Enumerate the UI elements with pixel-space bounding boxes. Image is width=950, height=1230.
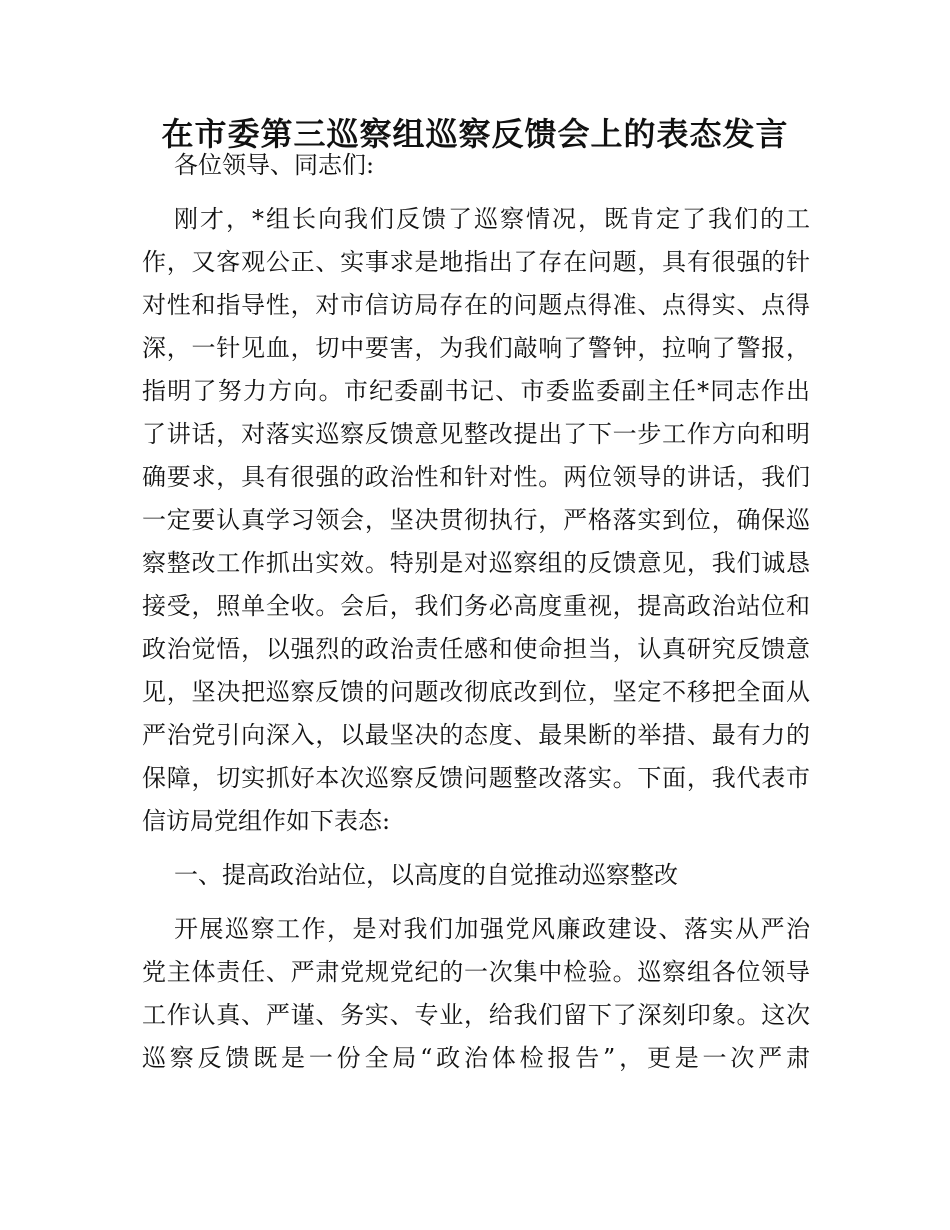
paragraph-line: 接受，照单全收。会后，我们务必高度重视，提高政治站位和 (142, 592, 810, 620)
paragraph-line: 刚才，*组长向我们反馈了巡察情况，既肯定了我们的工 (174, 205, 810, 233)
paragraph-line: 保障，切实抓好本次巡察反馈问题整改落实。下面，我代表市 (142, 764, 810, 792)
paragraph-line: 作，又客观公正、实事求是地指出了存在问题，具有很强的针 (142, 248, 810, 276)
paragraph-line: 确要求，具有很强的政治性和针对性。两位领导的讲话，我们 (142, 463, 810, 491)
paragraph-line: 了讲话，对落实巡察反馈意见整改提出了下一步工作方向和明 (142, 420, 810, 448)
paragraph-line: 一定要认真学习领会，坚决贯彻执行，严格落实到位，确保巡 (142, 506, 810, 534)
section-heading: 一、提高政治站位，以高度的自觉推动巡察整改 (174, 861, 678, 889)
paragraph-line: 深，一针见血，切中要害，为我们敲响了警钟，拉响了警报， (142, 334, 810, 362)
paragraph-line: 党主体责任、严肃党规党纪的一次集中检验。巡察组各位领导 (142, 958, 810, 986)
paragraph-line: 政治觉悟，以强烈的政治责任感和使命担当，认真研究反馈意 (142, 635, 810, 663)
paragraph-line: 工作认真、严谨、务实、专业，给我们留下了深刻印象。这次 (142, 1001, 810, 1029)
paragraph-line: 对性和指导性，对市信访局存在的问题点得准、点得实、点得 (142, 291, 810, 319)
paragraph-line: 察整改工作抓出实效。特别是对巡察组的反馈意见，我们诚恳 (142, 549, 810, 577)
paragraph-line: 开展巡察工作，是对我们加强党风廉政建设、落实从严治 (174, 915, 810, 943)
paragraph-line: 信访局党组作如下表态: (142, 807, 391, 835)
paragraph-line: 指明了努力方向。市纪委副书记、市委监委副主任*同志作出 (142, 377, 810, 405)
paragraph-line: 见，坚决把巡察反馈的问题改彻底改到位，坚定不移把全面从 (142, 678, 810, 706)
salutation: 各位领导、同志们: (174, 151, 375, 179)
paragraph-line: 严治党引向深入，以最坚决的态度、最果断的举措、最有力的 (142, 721, 810, 749)
paragraph-line: 巡察反馈既是一份全局“政治体检报告”，更是一次严肃 (142, 1044, 810, 1072)
document-title: 在市委第三巡察组巡察反馈会上的表态发言 (161, 115, 789, 153)
